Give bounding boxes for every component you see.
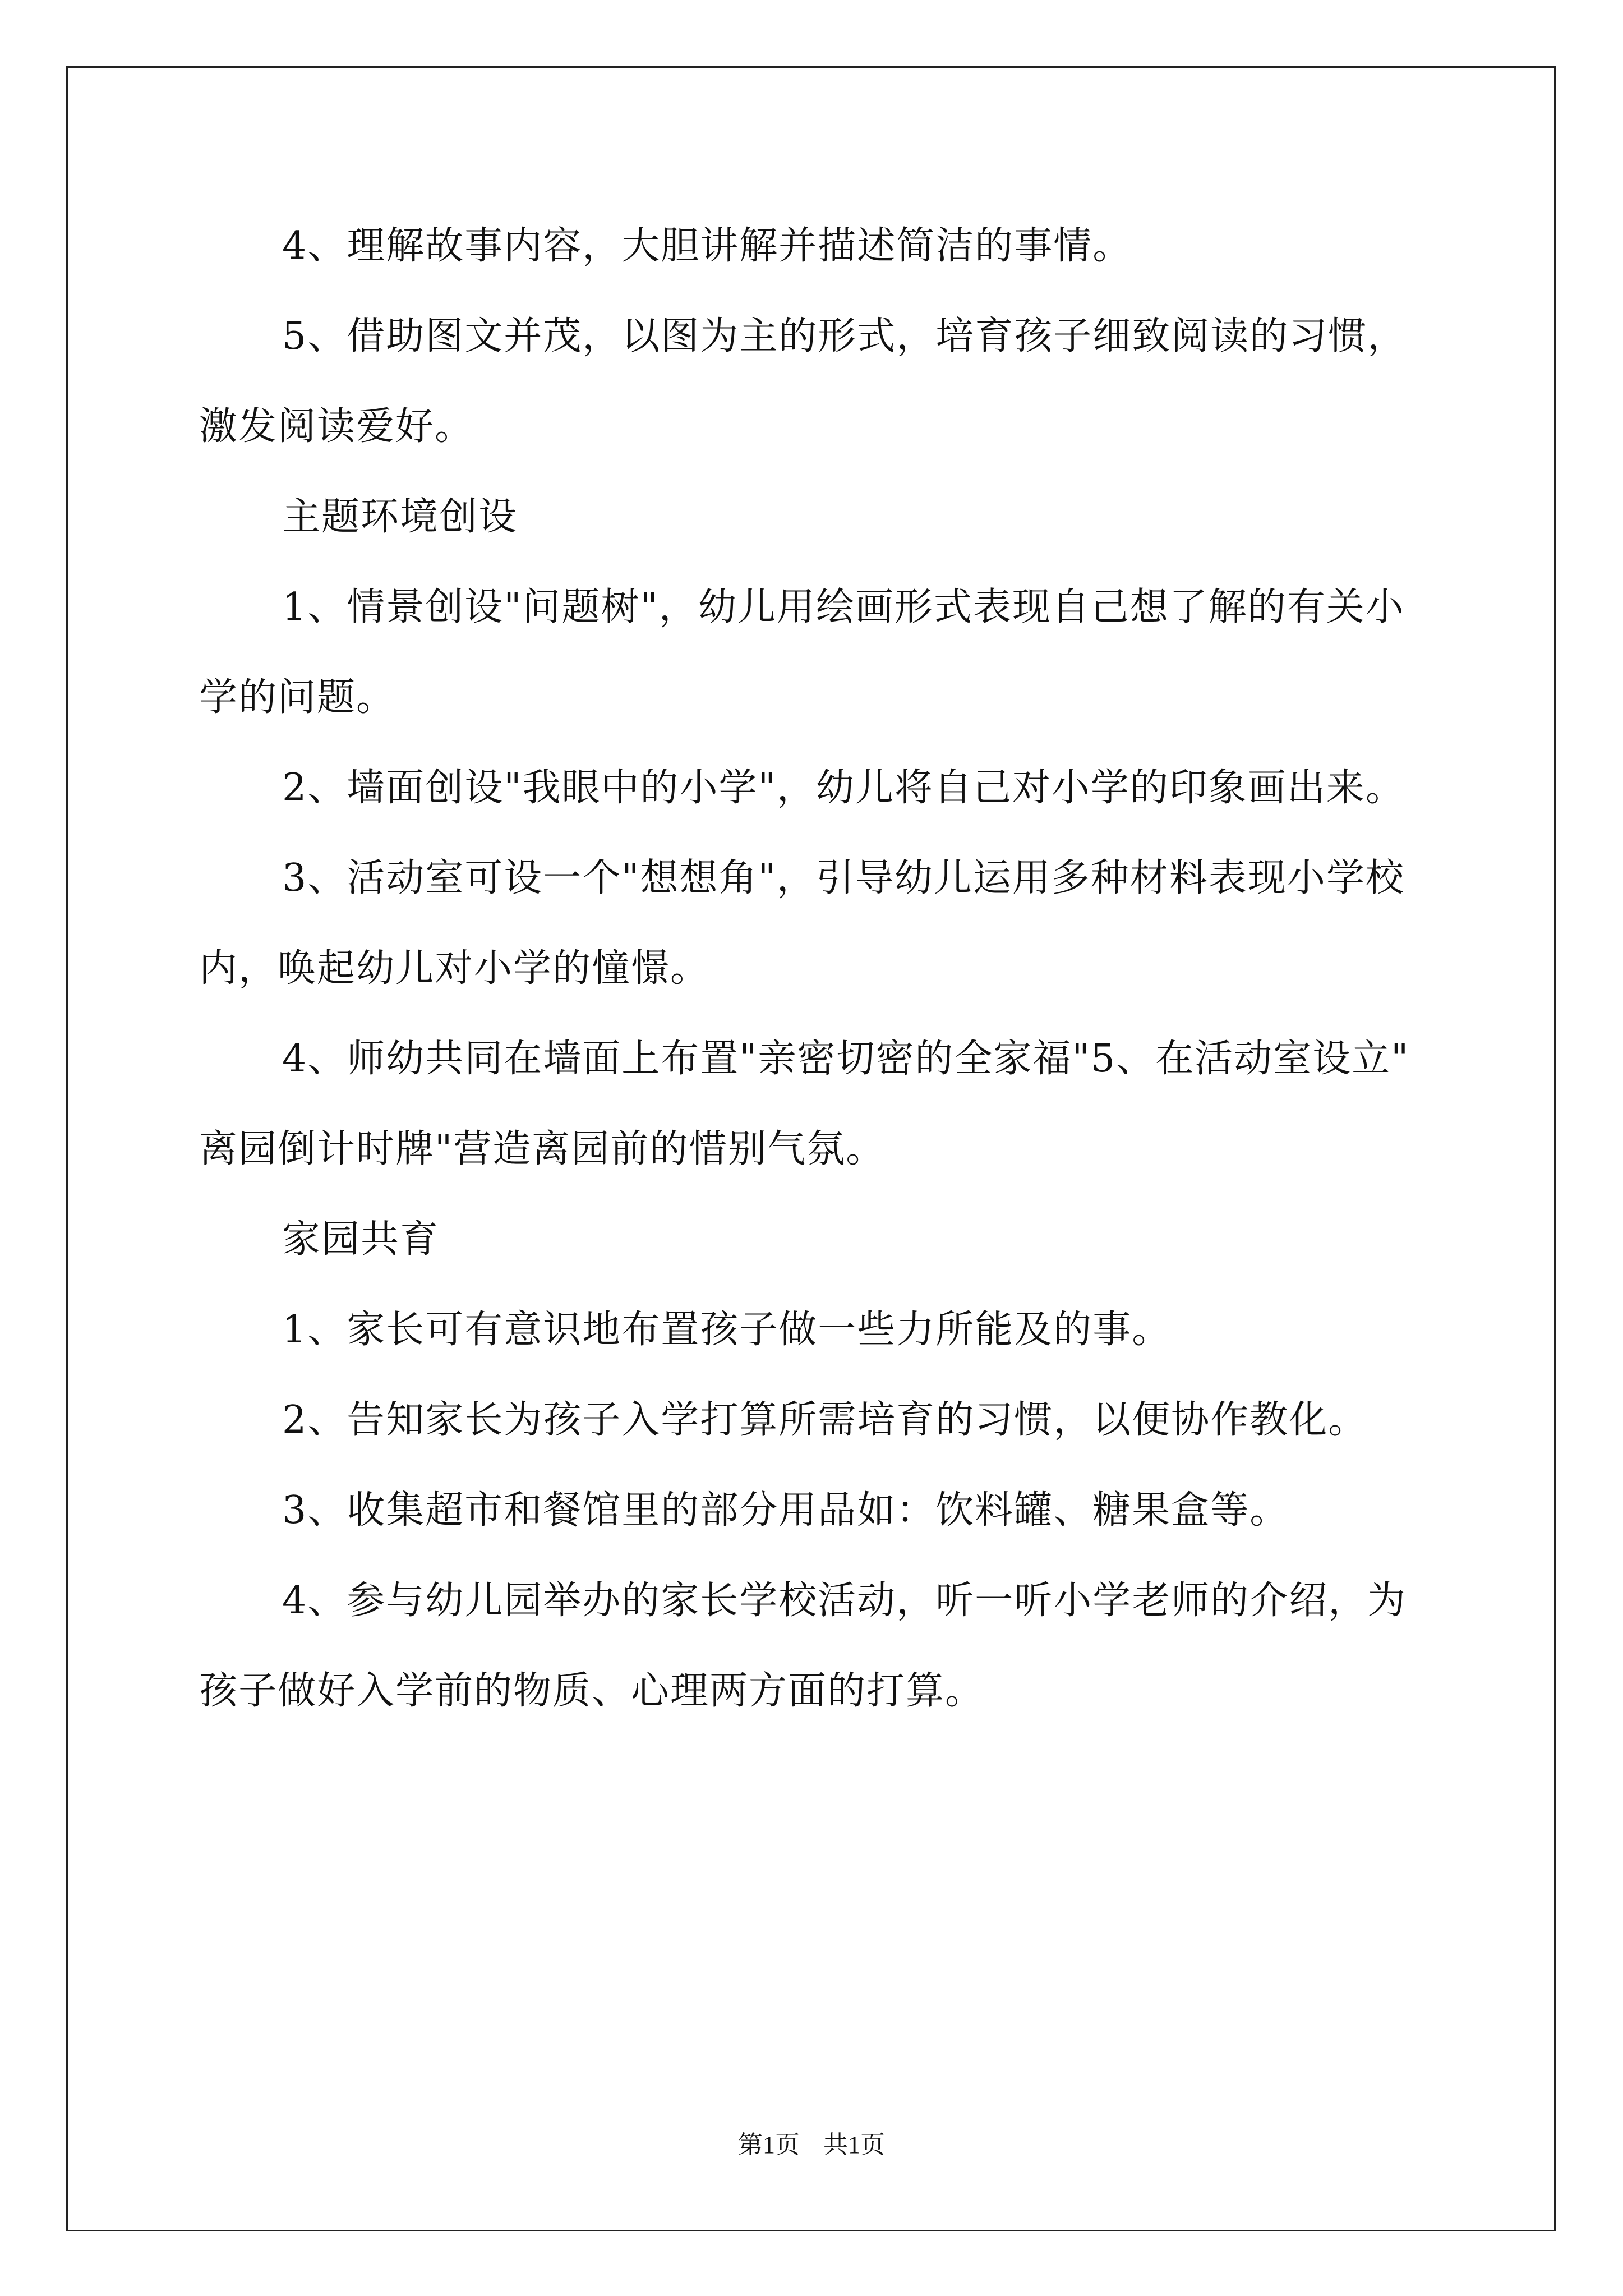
paragraph-line: 学的问题。 [199, 675, 396, 720]
page-number: 第1页 [738, 2131, 800, 2159]
section-heading: 家园共育 [282, 1217, 440, 1262]
paragraph-line: 孩子做好入学前的物质、心理两方面的打算。 [199, 1669, 985, 1713]
paragraph-line: 1、家长可有意识地布置孩子做一些力所能及的事。 [282, 1308, 1172, 1352]
paragraph-line: 1、情景创设"问题树"，幼儿用绘画形式表现自己想了解的有关小 [282, 585, 1405, 629]
paragraph-line: 内，唤起幼儿对小学的憧憬。 [199, 946, 710, 991]
paragraph-line: 2、告知家长为孩子入学打算所需培育的习惯，以便协作教化。 [282, 1398, 1368, 1442]
paragraph-line: 3、活动室可设一个"想想角"，引导幼儿运用多种材料表现小学校 [282, 856, 1405, 900]
paragraph-line: 4、理解故事内容，大胆讲解并描述简洁的事情。 [282, 224, 1132, 268]
paragraph-line: 5、借助图文并茂，以图为主的形式，培育孩子细致阅读的习惯， [282, 314, 1407, 358]
page-footer [0, 2133, 1623, 2157]
paragraph-line: 4、师幼共同在墙面上布置"亲密切密的全家福"5、在活动室设立" [282, 1037, 1410, 1081]
paragraph-line: 激发阅读爱好。 [199, 404, 474, 449]
paragraph-line: 离园倒计时牌"营造离园前的惜别气氛。 [199, 1127, 886, 1171]
section-heading: 主题环境创设 [282, 495, 518, 539]
paragraph-line: 3、收集超市和餐馆里的部分用品如：饮料罐、糖果盒等。 [282, 1488, 1289, 1533]
paragraph-line: 4、参与幼儿园举办的家长学校活动，听一听小学老师的介绍，为 [282, 1579, 1407, 1623]
page-total: 共1页 [823, 2131, 885, 2159]
paragraph-line: 2、墙面创设"我眼中的小学"，幼儿将自己对小学的印象画出来。 [282, 766, 1405, 810]
